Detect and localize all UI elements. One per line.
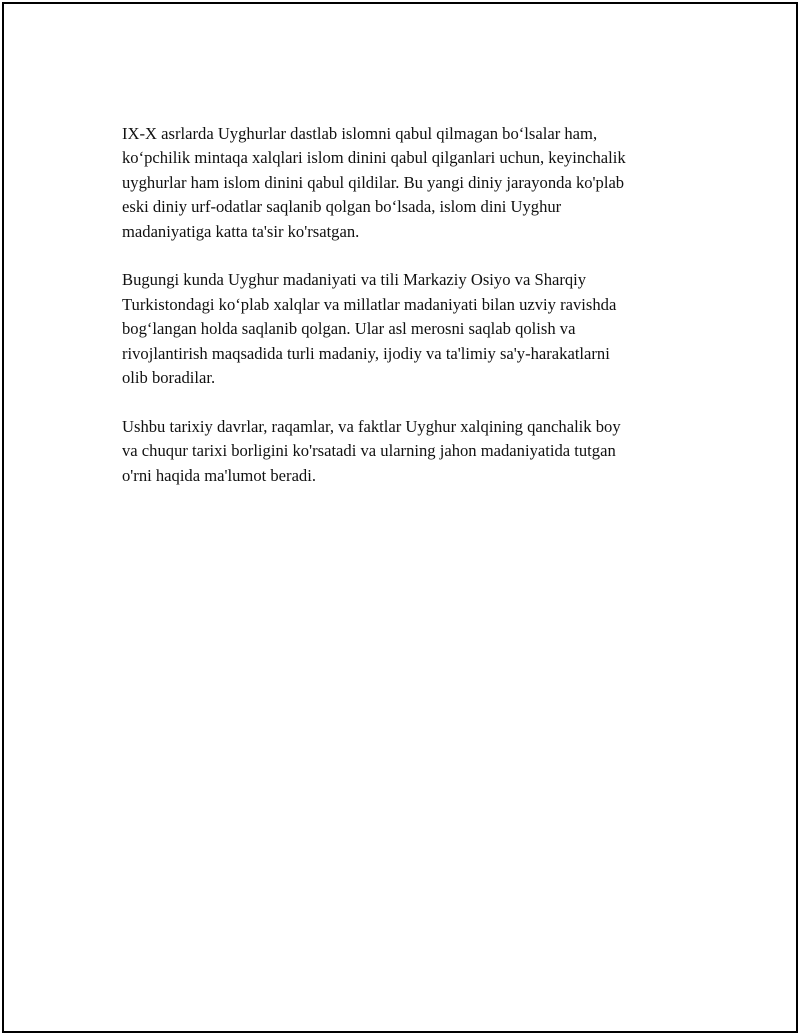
text-line: o'rni haqida ma'lumot beradi. [122, 465, 316, 485]
text-line: bog‘langan holda saqlanib qolgan. Ular asl merosni saqlab qolish va [122, 319, 576, 339]
paragraph-1 [122, 122, 692, 244]
document-body [122, 122, 692, 512]
text-line: Ushbu tarixiy davrlar, raqamlar, va faktlar Uyghur xalqining qanchalik boy [122, 416, 621, 436]
text-line: Turkistondagi ko‘plab xalqlar va millatlar madaniyati bilan uzviy ravishda [122, 294, 617, 314]
paragraph-2 [122, 268, 692, 390]
text-line: uyghurlar ham islom dinini qabul qildilar. Bu yangi diniy jarayonda ko'plab [122, 172, 625, 192]
text-line: rivojlantirish maqsadida turli madaniy, ijodiy va ta'limiy sa'y-harakatlarni [122, 343, 610, 363]
paragraph-3 [122, 415, 692, 488]
text-line: olib boradilar. [122, 368, 216, 388]
text-line: eski diniy urf-odatlar saqlanib qolgan bo‘lsada, islom dini Uyghur [122, 197, 562, 217]
text-line: ko‘pchilik mintaqa xalqlari islom dinini qabul qilganlari uchun, keyinchalik [122, 148, 626, 168]
text-line: madaniyatiga katta ta'sir ko'rsatgan. [122, 221, 360, 241]
text-line: va chuqur tarixi borligini ko'rsatadi va ularning jahon madaniyatida tutgan [122, 441, 616, 461]
text-line: Bugungi kunda Uyghur madaniyati va tili Markaziy Osiyo va Sharqiy [122, 270, 587, 290]
text-line: IX-X asrlarda Uyghurlar dastlab islomni qabul qilmagan bo‘lsalar ham, [122, 124, 598, 143]
page-border [2, 2, 798, 1033]
